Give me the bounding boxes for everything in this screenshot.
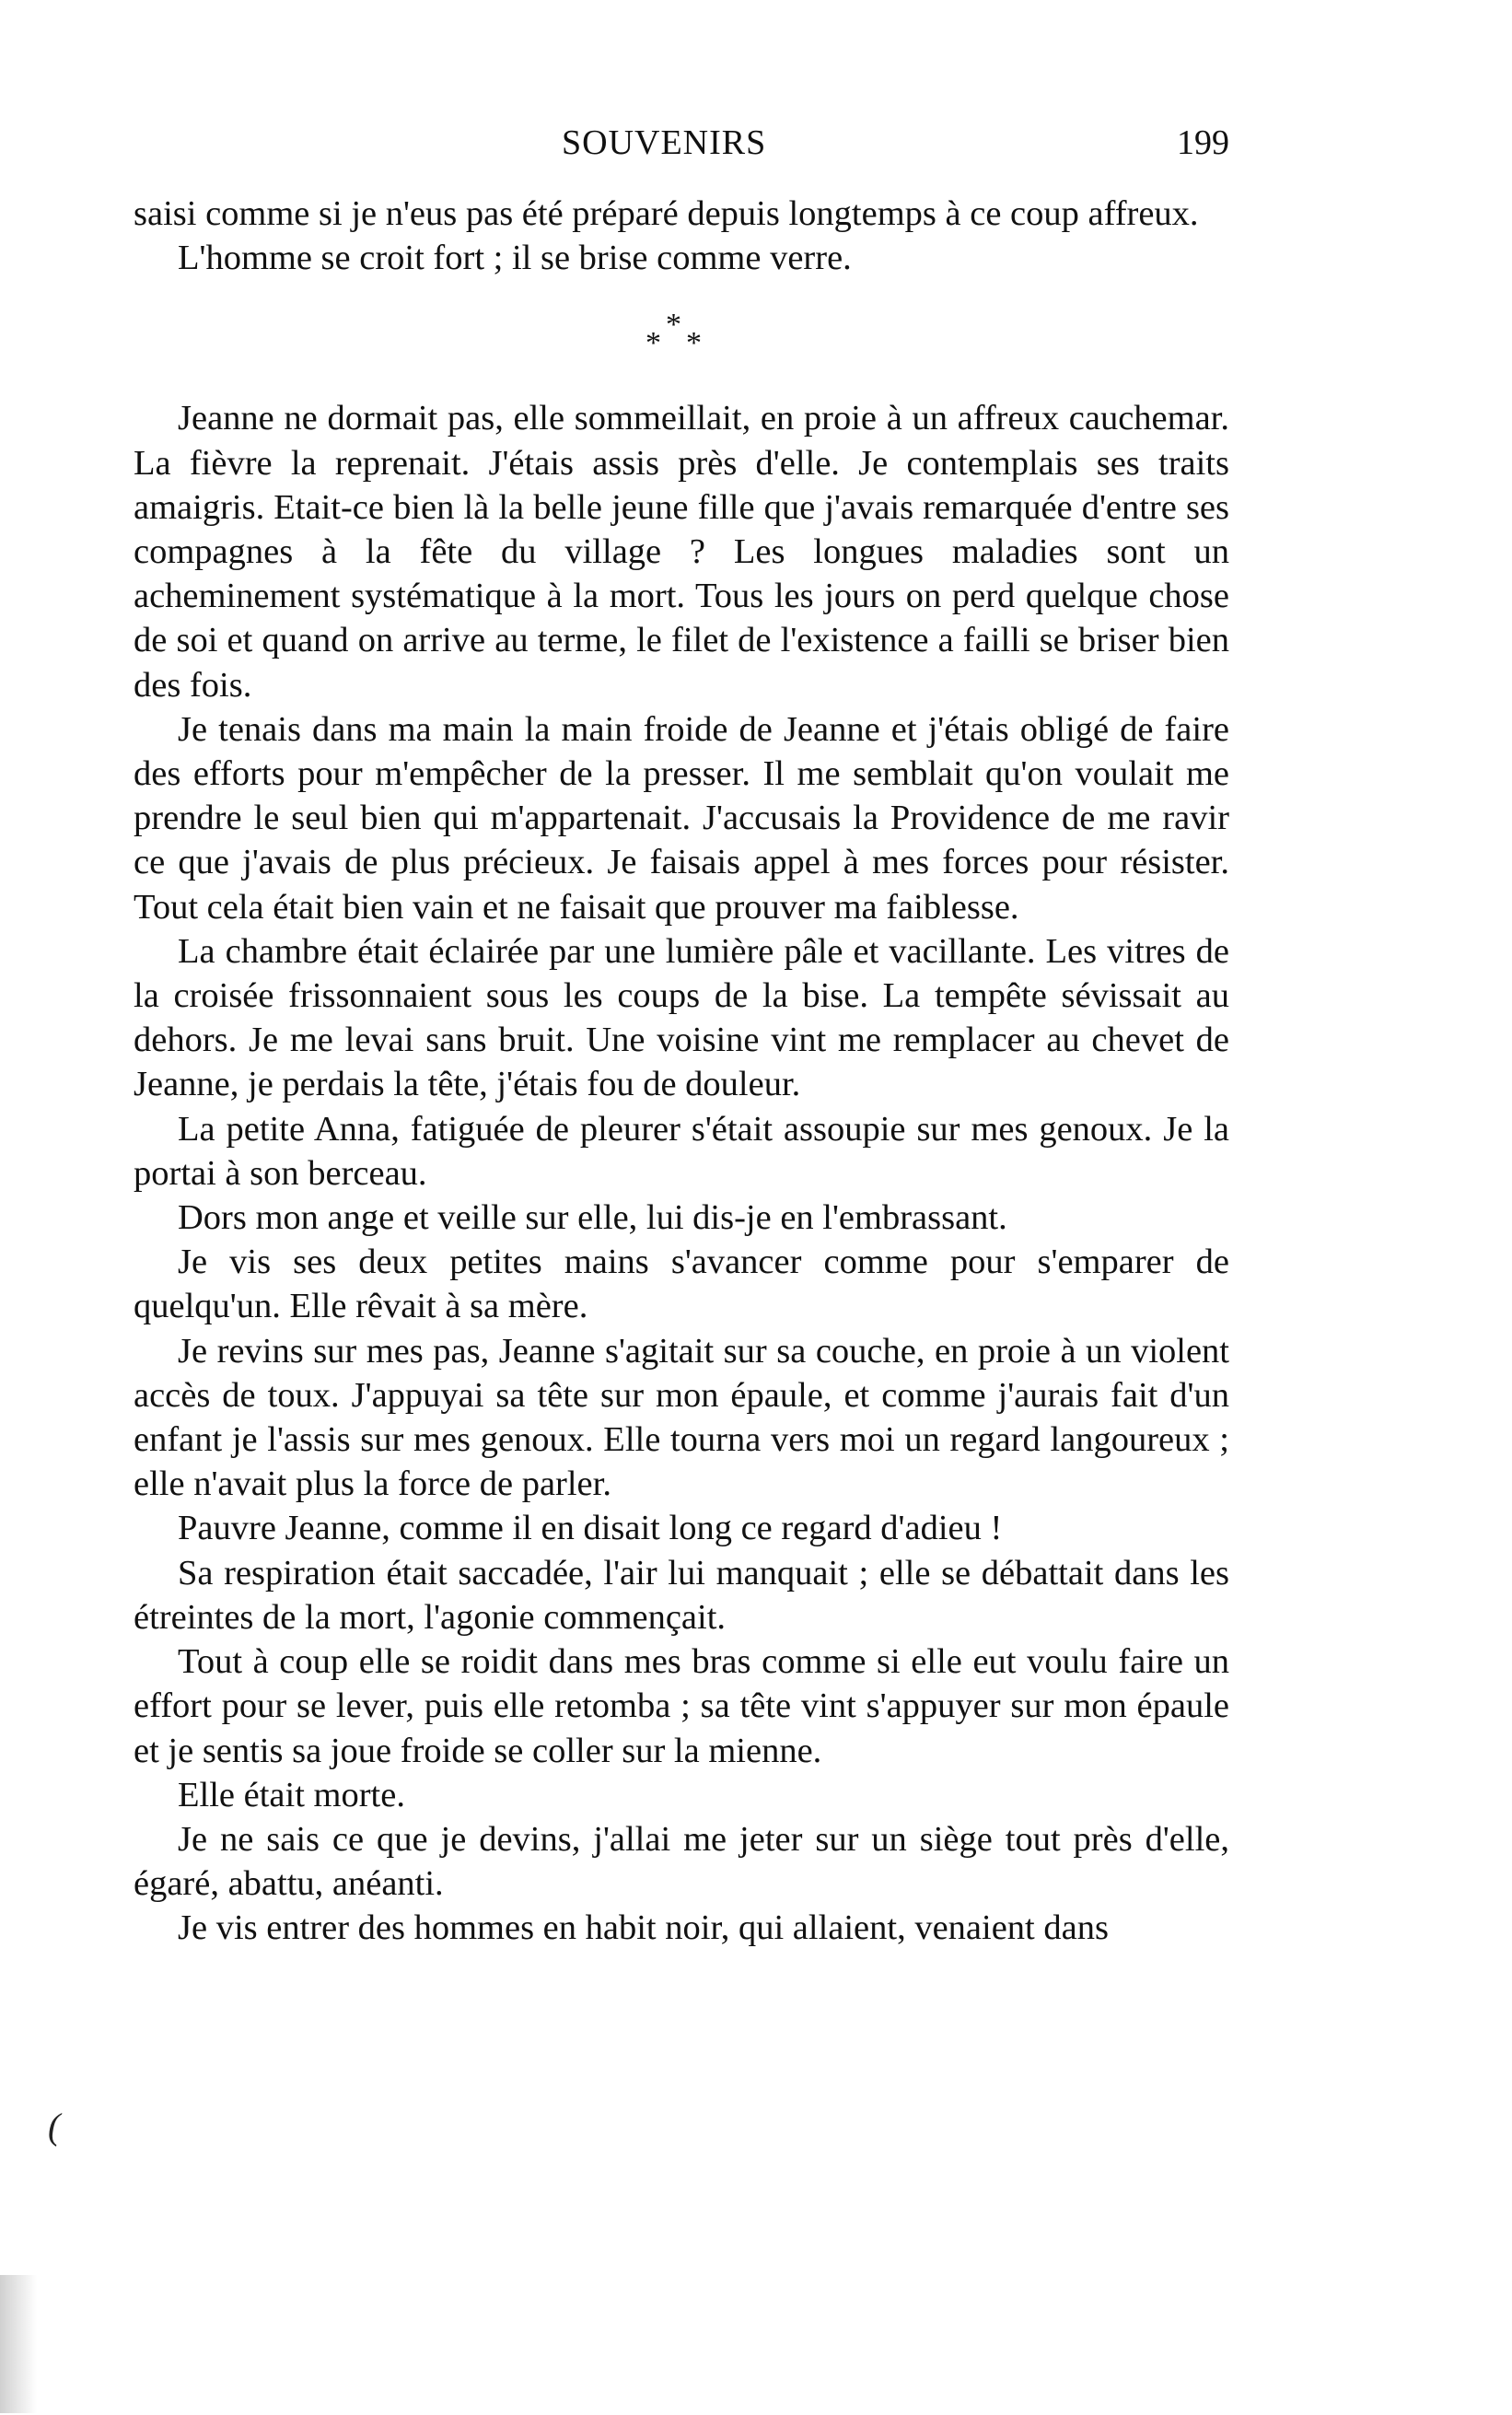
running-head <box>134 120 1229 166</box>
asterism-separator <box>134 280 1229 396</box>
page-edge-smudge <box>0 2275 37 2413</box>
paragraph-11: Sa respiration était saccadée, l'air lui manquait ; elle se débattait dans les étreintes de la mort, l'agonie commençait. <box>134 1553 1229 1637</box>
paragraph-6: La petite Anna, fatiguée de pleurer s'était assoupie sur mes genoux. Je la portai à son berceau. <box>134 1109 1229 1193</box>
paragraph-2: L'homme se croit fort ; il se brise comme verre. <box>178 239 852 278</box>
paragraph-12: Tout à coup elle se roidit dans mes bras comme si elle eut voulu faire un effort pour se lever, puis elle retomba ; sa tête vint s'appuyer sur mon épaule et je sentis sa joue froide se coller sur la mienne. <box>134 1642 1229 1770</box>
body-text <box>134 192 1229 1951</box>
margin-mark: ( <box>48 2106 61 2147</box>
paragraph-14: Je ne sais ce que je devins, j'allai me jeter sur un siège tout près d'elle, égaré, abattu, anéanti. <box>134 1819 1229 1904</box>
asterisk-icon: * <box>666 308 681 343</box>
paragraph-7: Dors mon ange et veille sur elle, lui dis-je en l'embrassant. <box>178 1198 1007 1238</box>
asterisk-icon: * <box>646 326 661 361</box>
paragraph-8: Je vis ses deux petites mains s'avancer comme pour s'emparer de quelqu'un. Elle rêvait à sa mère. <box>134 1242 1229 1326</box>
running-title: SOUVENIRS <box>562 123 767 162</box>
paragraph-5: La chambre était éclairée par une lumière pâle et vacillante. Les vitres de la croisée frissonnaient sous les coups de la bise. La tempête sévissait au dehors. Je me levai sans bruit. Une voisine vint me remplacer au chevet de Jeanne, je perdais la tête, j'étais fou de douleur. <box>134 931 1229 1104</box>
paragraph-15: Je vis entrer des hommes en habit noir, qui allaient, venaient dans <box>178 1908 1109 1948</box>
page-number: 199 <box>1177 123 1229 162</box>
paragraph-13: Elle était morte. <box>178 1775 405 1814</box>
asterisk-icon: * <box>686 326 702 361</box>
paragraph-9: Je revins sur mes pas, Jeanne s'agitait sur sa couche, en proie à un violent accès de toux. J'appuyai sa tête sur mon épaule, et comme j'aurais fait d'un enfant je l'assis sur mes genoux. Elle tourna vers moi un regard langoureux ; elle n'avait plus la force de parler. <box>134 1331 1229 1504</box>
paragraph-1: saisi comme si je n'eus pas été préparé depuis longtemps à ce coup affreux. <box>134 194 1199 233</box>
paragraph-10: Pauvre Jeanne, comme il en disait long ce regard d'adieu ! <box>178 1509 1003 1548</box>
paragraph-4: Je tenais dans ma main la main froide de Jeanne et j'étais obligé de faire des efforts pour m'empêcher de la presser. Il me semblait qu'on voulait me prendre le seul bien qui m'appartenait. J'accusais la Providence de me ravir ce que j'avais de plus précieux. Je faisais appel à mes forces pour résister. Tout cela était bien vain et ne faisait que prouver ma faiblesse. <box>134 709 1229 927</box>
paragraph-3: Jeanne ne dormait pas, elle sommeillait, en proie à un affreux cauchemar. La fièvre la reprenait. J'étais assis près d'elle. Je contemplais ses traits amaigris. Etait-ce bien là la belle jeune fille que j'avais remarquée d'entre ses compagnes à la fête du village ? Les longues maladies sont un acheminement systématique à la mort. Tous les jours on perd quelque chose de soi et quand on arrive au terme, le filet de l'existence a failli se briser bien des fois. <box>134 399 1229 705</box>
